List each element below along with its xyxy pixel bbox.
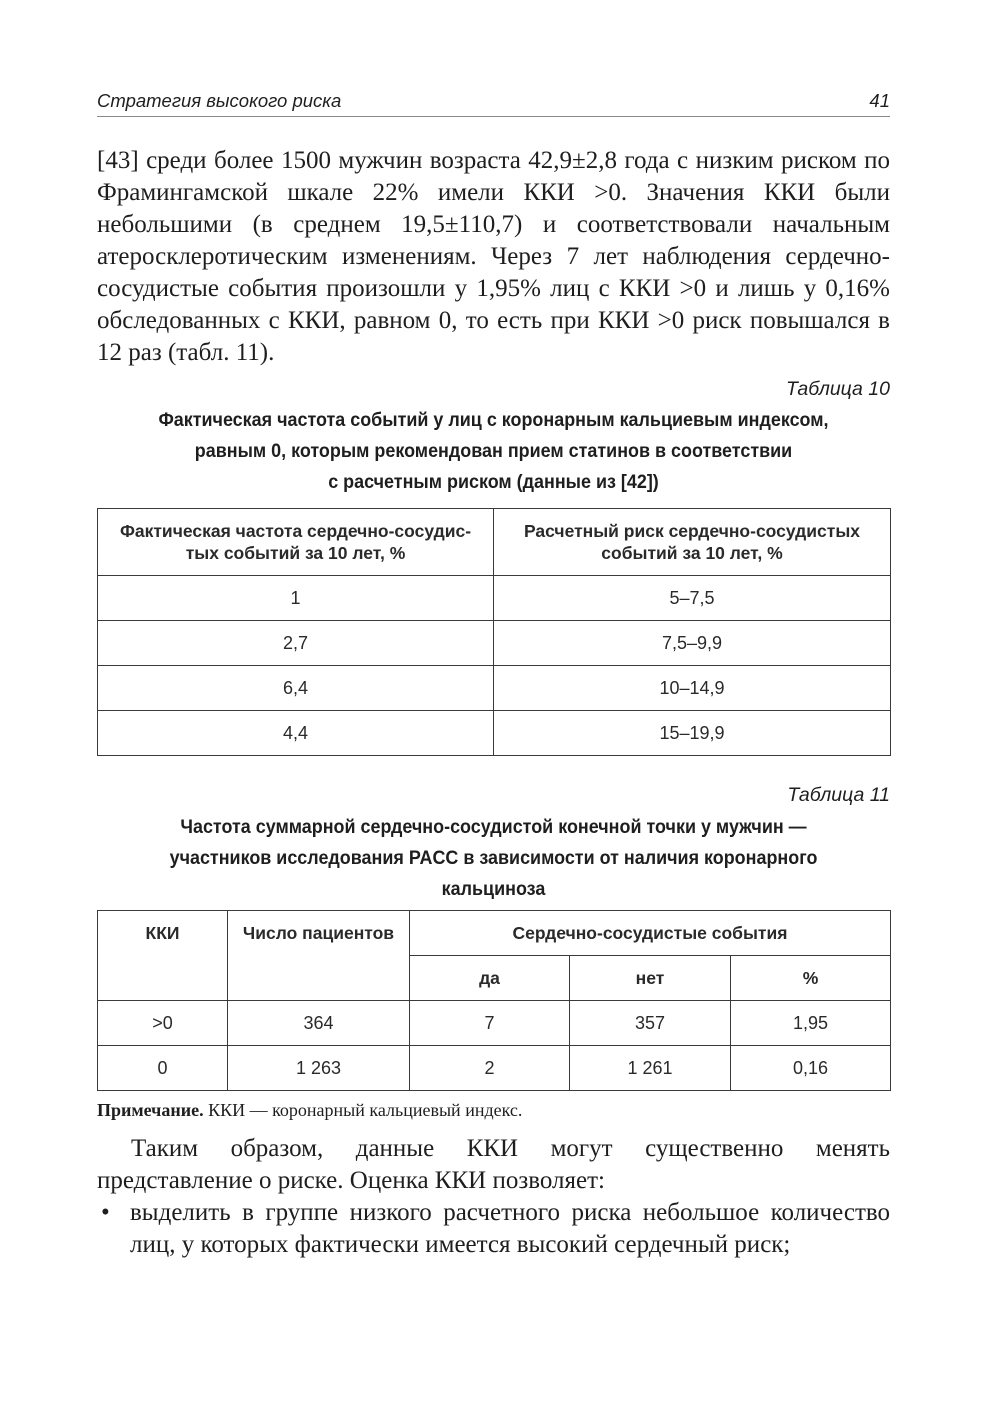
table-cell: 10–14,9 — [494, 666, 891, 711]
table-row — [98, 711, 891, 756]
list-item-text: выделить в группе низкого расчетного риска небольшое количество лиц, у которых фактически имеется высокий сердечный риск; — [130, 1199, 890, 1258]
table11-header-patients: Число пациентов — [228, 911, 410, 1001]
table10-header-estimated-risk: Расчетный риск сердечно-сосудистых событий за 10 лет, % — [494, 509, 891, 576]
table-cell: 1,95 — [731, 1001, 891, 1046]
table-cell: 7,5–9,9 — [494, 621, 891, 666]
table11-caption-line: Частота суммарной сердечно-сосудистой конечной точки у мужчин — — [180, 816, 807, 838]
bullet-glyph: • — [101, 1199, 110, 1226]
table10-header-row — [98, 509, 891, 576]
table11-header-percent: % — [731, 956, 891, 1001]
table11-caption-line: кальциноза — [441, 878, 546, 900]
table11-label: Таблица 11 — [787, 784, 890, 806]
note-label: Примечание. — [97, 1100, 204, 1120]
table-row — [98, 1046, 891, 1091]
paragraph-study-results: [43] среди более 1500 мужчин возраста 42,9±2,8 года с низким риском по Фрамингамской шкале 22% имели ККИ >0. Значения ККИ были небольшими (в среднем 19,5±110,7) и соответствовали начальным атеросклеротическим изменениям. Через 7 лет наблюдения сердечно-сосудистые события произошли у 1,95% лиц с ККИ >0 и лишь у 0,16% обследованных с ККИ, равном 0, то есть при ККИ >0 риск повышался в 12 раз (табл. 11). — [97, 147, 890, 366]
table10-header-actual-frequency: Фактическая частота сердечно-сосудис- тых событий за 10 лет, % — [98, 509, 494, 576]
table-row — [98, 576, 891, 621]
table11-header-row — [98, 911, 891, 956]
table-cell: 7 — [410, 1001, 570, 1046]
table-row — [98, 666, 891, 711]
table11-caption — [129, 812, 859, 905]
table11-caption-line: участников исследования PACC в зависимости от наличия коронарного — [169, 847, 818, 869]
table-cell: 15–19,9 — [494, 711, 891, 756]
table-row — [98, 621, 891, 666]
list-item — [97, 1197, 890, 1261]
table-cell: 1 263 — [228, 1046, 410, 1091]
table-cell: 357 — [570, 1001, 731, 1046]
note-text: ККИ — коронарный кальциевый индекс. — [203, 1100, 523, 1120]
table-cell: 1 261 — [570, 1046, 731, 1091]
table-cell: 2 — [410, 1046, 570, 1091]
table11-header-yes: да — [410, 956, 570, 1001]
running-header — [97, 86, 890, 117]
table10-caption — [129, 405, 859, 498]
table-cell: 2,7 — [98, 621, 494, 666]
table-row — [98, 1001, 891, 1046]
table-cell: 5–7,5 — [494, 576, 891, 621]
table-cell: 6,4 — [98, 666, 494, 711]
table-cell: 0 — [98, 1046, 228, 1091]
table10-caption-line: равным 0, которым рекомендован прием статинов в соответствии — [194, 440, 793, 462]
table-cell: >0 — [98, 1001, 228, 1046]
table-cell: 364 — [228, 1001, 410, 1046]
paragraph-conclusion: Таким образом, данные ККИ могут существенно менять представление о риске. Оценка ККИ позволяет: — [97, 1135, 890, 1194]
table10-caption-line: Фактическая частота событий у лиц с коронарным кальциевым индексом, — [158, 409, 829, 431]
table-cell: 1 — [98, 576, 494, 621]
page-number: 41 — [869, 90, 890, 111]
table-note — [97, 1100, 522, 1121]
table10-label: Таблица 10 — [785, 378, 890, 400]
table10-caption-line: с расчетным риском (данные из [42]) — [328, 471, 659, 493]
table-cell: 0,16 — [731, 1046, 891, 1091]
table10 — [97, 508, 891, 756]
table11 — [97, 910, 891, 1091]
table11-header-kki: ККИ — [98, 911, 228, 1001]
table11-header-no: нет — [570, 956, 731, 1001]
table11-header-events: Сердечно-сосудистые события — [410, 911, 891, 956]
bullet-list — [97, 1197, 890, 1261]
chapter-title: Стратегия высокого риска — [97, 90, 342, 111]
table-cell: 4,4 — [98, 711, 494, 756]
